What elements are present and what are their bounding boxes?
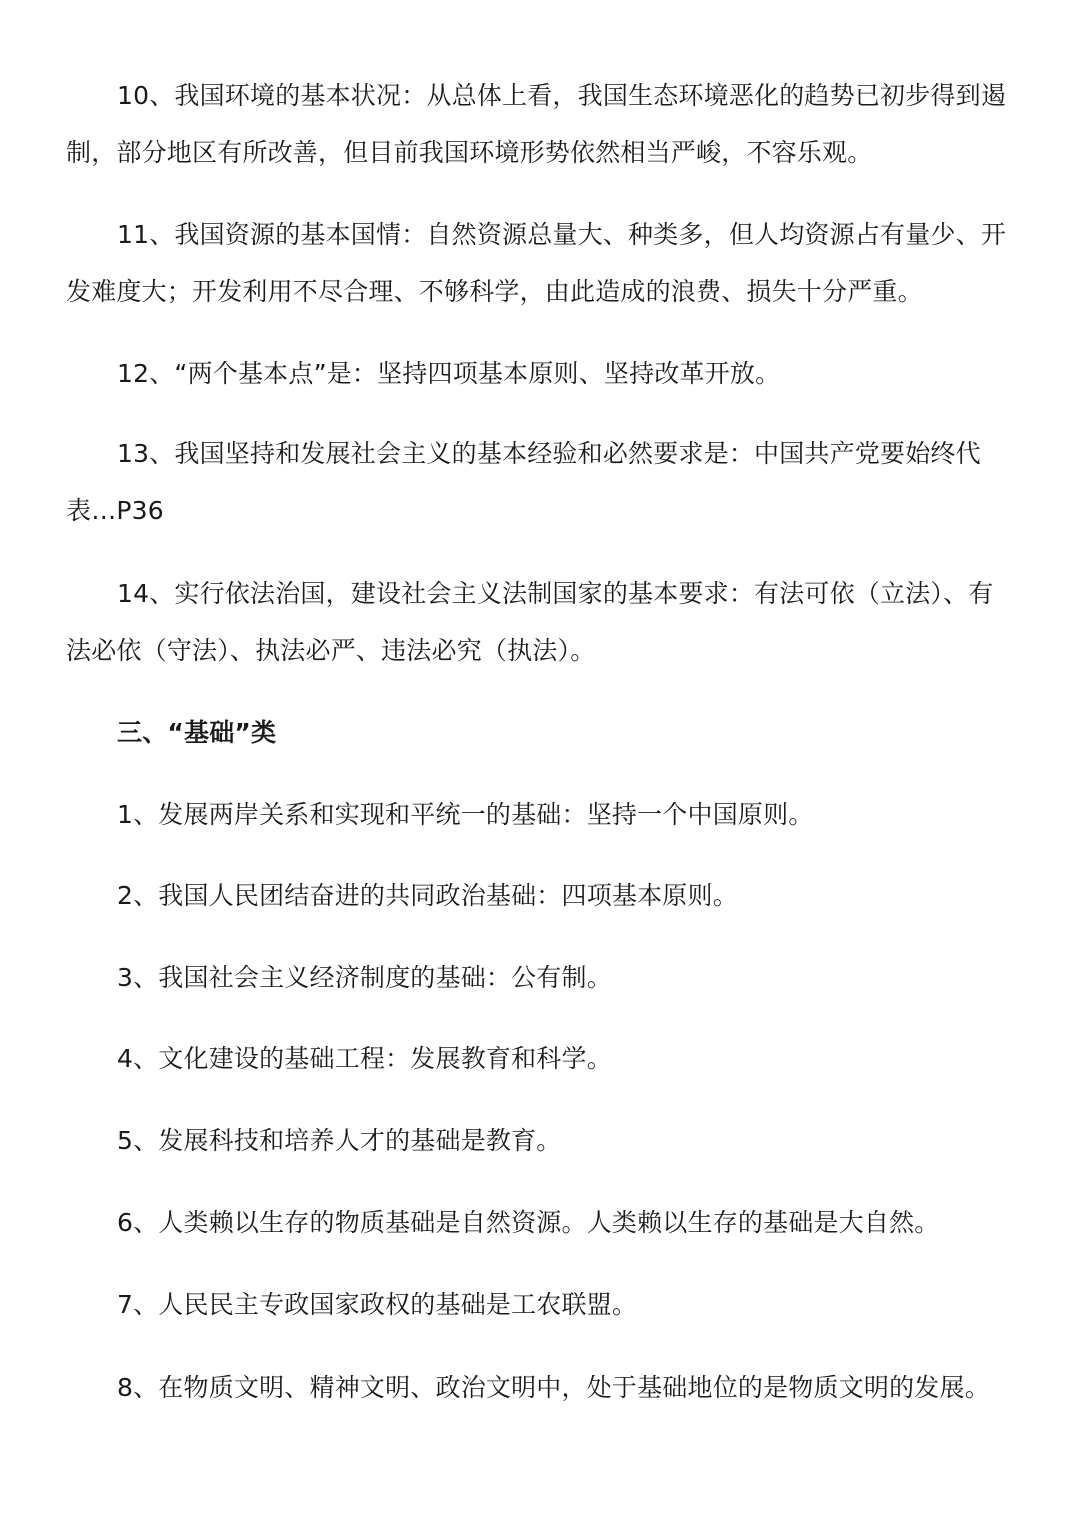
basis-item-7: 7、人民民主专政国家政权的基础是工农联盟。	[117, 1290, 638, 1319]
basis-item-3: 3、我国社会主义经济制度的基础：公有制。	[117, 963, 612, 992]
basis-item-8: 8、在物质文明、精神文明、政治文明中，处于基础地位的是物质文明的发展。	[117, 1373, 990, 1402]
basis-item-6: 6、人类赖以生存的物质基础是自然资源。人类赖以生存的基础是大自然。	[117, 1208, 940, 1237]
item-13: 13、我国坚持和发展社会主义的基本经验和必然要求是：中国共产党要始终代表…P36	[66, 439, 981, 525]
basis-item-5: 5、发展科技和培养人才的基础是教育。	[117, 1126, 562, 1155]
basis-item-4: 4、文化建设的基础工程：发展教育和科学。	[117, 1044, 612, 1073]
item-10: 10、我国环境的基本状况：从总体上看，我国生态环境恶化的趋势已初步得到遏制，部分地区有所改善，但目前我国环境形势依然相当严峻，不容乐观。	[66, 81, 1007, 167]
item-14: 14、实行依法治国，建设社会主义法制国家的基本要求：有法可依（立法）、有法必依（守法）、执法必严、违法必究（执法）。	[66, 579, 994, 665]
item-11: 11、我国资源的基本国情：自然资源总量大、种类多，但人均资源占有量少、开发难度大；开发利用不尽合理、不够科学，由此造成的浪费、损失十分严重。	[66, 220, 1007, 306]
basis-item-1: 1、发展两岸关系和实现和平统一的基础：坚持一个中国原则。	[117, 800, 814, 829]
item-12: 12、“两个基本点”是：坚持四项基本原则、坚持改革开放。	[117, 359, 781, 388]
section-heading: 三、“基础”类	[117, 718, 277, 747]
basis-item-2: 2、我国人民团结奋进的共同政治基础：四项基本原则。	[117, 881, 738, 910]
